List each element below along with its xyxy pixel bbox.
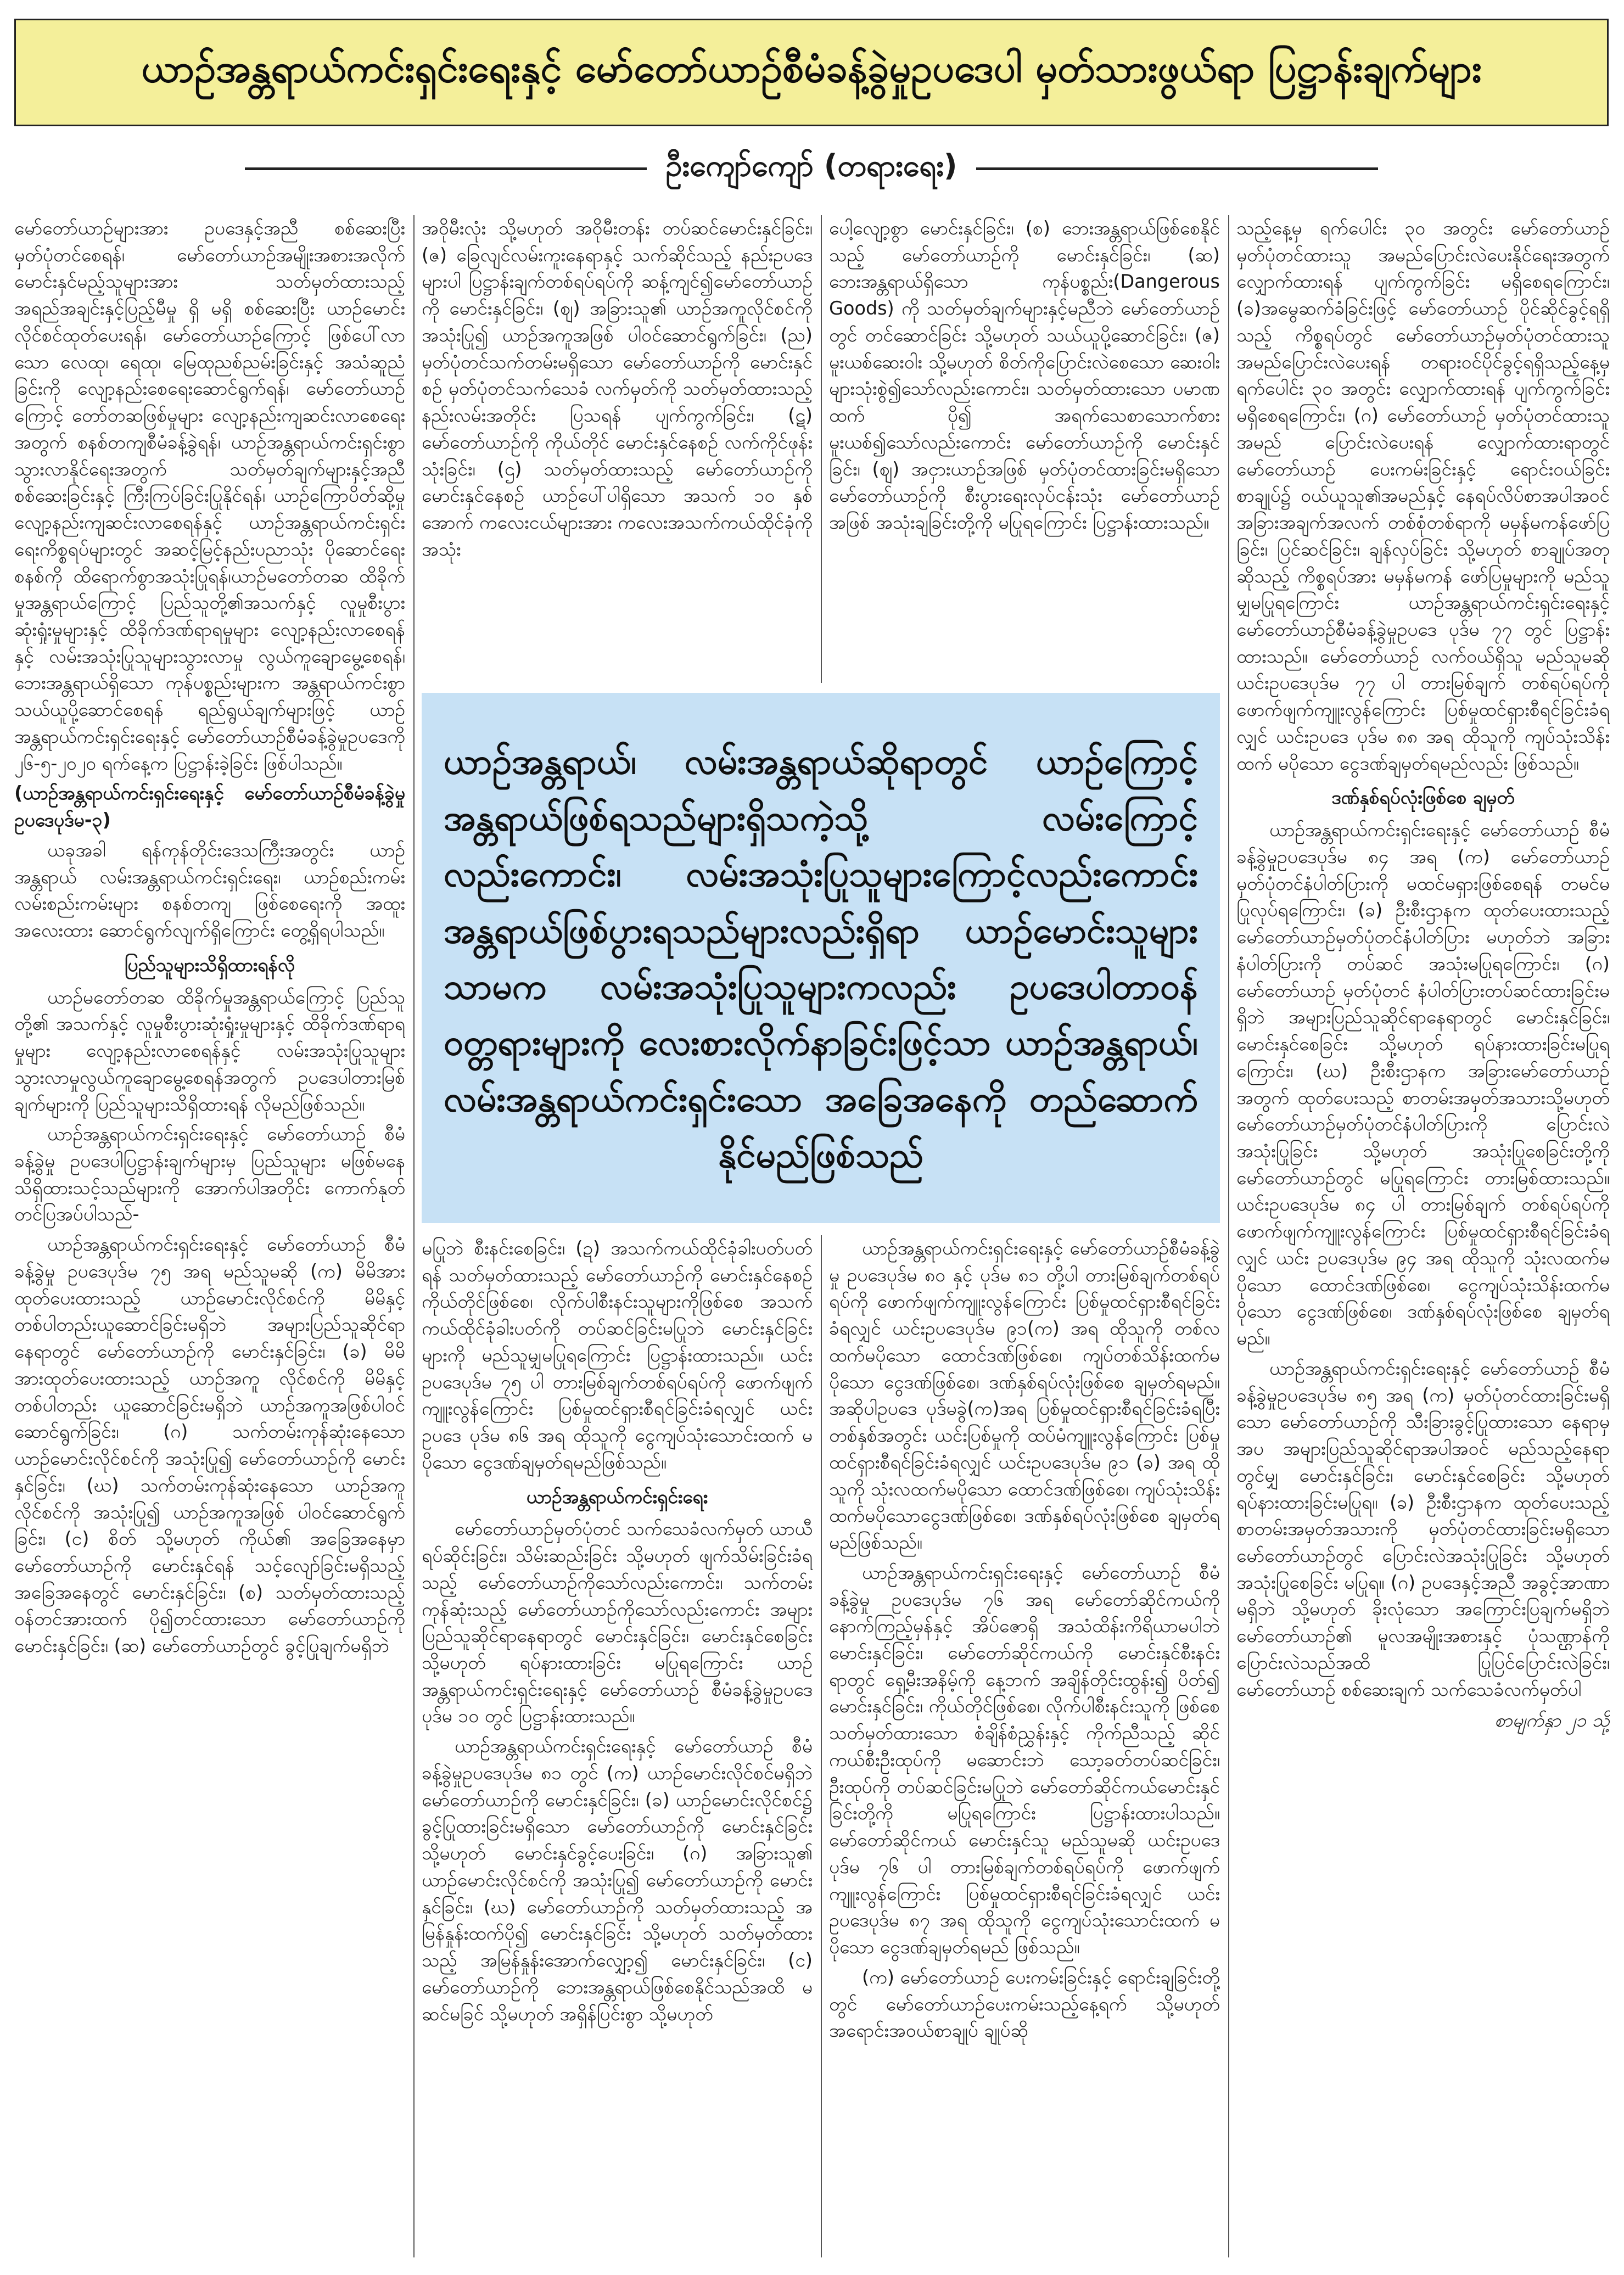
subheading: ယာဉ်အန္တရာယ်ကင်းရှင်းရေး	[526, 1486, 708, 1508]
column-rule	[1228, 215, 1229, 2257]
byline-rule-right	[976, 167, 1378, 170]
paragraph: ယာဉ်အန္တရာယ်ကင်းရှင်းရေးနှင့် မော်တော်ယာဉ် စီမံခန့်ခွဲမှုဥပဒေပုဒ်မ ၈၁ တွင် (က) ယာဉ်မောင်းလိုင်စင်မရှိဘဲ မော်တော်ယာဉ်ကို မောင်းနှင်ခြင်း၊ (ခ) ယာဉ်မောင်းလိုင်စင်၌ ခွင့်ပြုထားခြင်းမရှိသော မော်တော်ယာဉ်ကို မောင်းနှင်ခြင်း သို့မဟုတ် မောင်းနှင်ခွင့်ပေးခြင်း၊ (ဂ) အခြားသူ၏ ယာဉ်မောင်းလိုင်စင်ကို အသုံးပြု၍ မော်တော်ယာဉ်ကို မောင်းနှင်ခြင်း၊ (ဃ) မော်တော်ယာဉ်ကို သတ်မှတ်ထားသည့် အမြန်နှုန်းထက်ပို၍ မောင်းနှင်ခြင်း သို့မဟုတ် သတ်မှတ်ထားသည့် အမြန်နှုန်းအောက်လျှော့၍ မောင်းနှင်ခြင်း၊ (င) မော်တော်ယာဉ်ကို ဘေးအန္တရာယ်ဖြစ်စေနိုင်သည်အထိ မဆင်မခြင် သို့မဟုတ် အရှိန်ပြင်းစွာ သို့မဟုတ်	[422, 1735, 813, 2025]
article-column-2-top	[422, 215, 813, 683]
article-column-3-top	[829, 215, 1220, 683]
paragraph: ယခုအခါ ရန်ကုန်တိုင်းဒေသကြီးအတွင်း ယာဉ်အန္တရာယ် လမ်းအန္တရာယ်ကင်းရှင်းရေး၊ ယာဉ်စည်းကမ်း လမ်းစည်းကမ်းများ စနစ်တကျ ဖြစ်စေရေးကို အထူးအလေးထား ဆောင်ရွက်လျက်ရှိကြောင်း တွေ့ရှိရပါသည်။	[14, 839, 405, 942]
subheading: ဒဏ်နှစ်ရပ်လုံးဖြစ်စေ ချမှတ်	[1331, 787, 1515, 809]
article-column-1	[14, 215, 405, 2257]
article-column-2-bottom	[422, 1235, 813, 2257]
column-rule	[413, 215, 415, 2257]
paragraph: မော်တော်ယာဉ်များအား ဥပဒေနှင့်အညီ စစ်ဆေးပြီး မှတ်ပုံတင်စေရန်၊ မော်တော်ယာဉ်အမျိုးအစားအလိုက် မောင်းနှင်မည့်သူများအား သတ်မှတ်ထားသည့် အရည်အချင်းနှင့်ပြည့်မီမှု ရှိ မရှိ စစ်ဆေးပြီး ယာဉ်မောင်းလိုင်စင်ထုတ်ပေးရန်၊ မော်တော်ယာဉ်ကြောင့် ဖြစ်ပေါ်လာသော လေထု၊ ရေထု၊ မြေထုညစ်ညမ်းခြင်းနှင့် အသံဆူညံခြင်းကို လျော့နည်းစေရေးဆောင်ရွက်ရန်၊ မော်တော်ယာဉ်ကြောင့် တော်တဆဖြစ်မှုများ လျော့နည်းကျဆင်းလာစေရေးအတွက် စနစ်တကျစီမံခန့်ခွဲရန်၊ ယာဉ်အန္တရာယ်ကင်းရှင်းစွာ သွားလာနိုင်ရေးအတွက် သတ်မှတ်ချက်များနှင့်အညီ စစ်ဆေးခြင်းနှင့် ကြီးကြပ်ခြင်းပြုနိုင်ရန်၊ ယာဉ်ကြောပိတ်ဆို့မှု လျော့နည်းကျဆင်းလာစေရန်နှင့် ယာဉ်အန္တရာယ်ကင်းရှင်းရေးကိစ္စရပ်များတွင် အဆင့်မြင့်နည်းပညာသုံး ပိုဆောင်ရေးစနစ်ကို ထိရောက်စွာအသုံးပြုရန်၊ယာဉ်မတော်တဆ ထိခိုက်မှုအန္တရာယ်ကြောင့် ပြည်သူတို့၏အသက်နှင့် လူမှုစီးပွားဆုံးရှုံးမှုများနှင့် ထိခိုက်ဒဏ်ရာရမှုများ လျော့နည်းလာစေရန်နှင့် လမ်းအသုံးပြုသူများသွားလာမှု လွယ်ကူချောမွေ့စေရန်၊ ဘေးအန္တရာယ်ရှိသော ကုန်ပစ္စည်းများက အန္တရာယ်ကင်းစွာ သယ်ယူပို့ဆောင်စေရန် ရည်ရွယ်ချက်များဖြင့် ယာဉ်အန္တရာယ်ကင်းရှင်းရေးနှင့် မော်တော်ယာဉ်စီမံခန့်ခွဲမှုဥပဒေကို ၂၆-၅-၂၀၂၀ ရက်နေ့က ပြဋ္ဌာန်းခဲ့ခြင်း ဖြစ်ပါသည်။	[14, 217, 405, 774]
paragraph: ယာဉ်အန္တရာယ်ကင်းရှင်းရေးနှင့် မော်တော်ယာဉ် စီမံခန့်ခွဲမှုဥပဒေပုဒ်မ ၈၅ အရ (က) မှတ်ပုံတင်ထားခြင်းမရှိသော မော်တော်ယာဉ်ကို သီးခြားခွင့်ပြုထားသော နေရာမှအပ အများပြည်သူဆိုင်ရာအပါအဝင် မည်သည့်နေရာတွင်မျှ မောင်းနှင်ခြင်း၊ မောင်းနှင်စေခြင်း သို့မဟုတ် ရပ်နားထားခြင်းမပြုရ။ (ခ) ဦးစီးဌာနက ထုတ်ပေးသည့်စာတမ်းအမှတ်အသားကို မှတ်ပုံတင်ထားခြင်းမရှိသော မော်တော်ယာဉ်တွင် ပြောင်းလဲအသုံးပြုခြင်း သို့မဟုတ် အသုံးပြုစေခြင်း မပြုရ။ (ဂ) ဥပဒေနှင့်အညီ အခွင့်အာဏာမရှိဘဲ သို့မဟုတ် ခိုးလုံသော အကြောင်းပြချက်မရှိဘဲ မော်တော်ယာဉ်၏ မူလအမျိုးအစားနှင့် ပုံသဏ္ဌာန်ကိုပြောင်းလဲသည်အထိ ပြုပြင်ပြောင်းလဲခြင်း၊ မော်တော်ယာဉ် စစ်ဆေးချက် သက်သေခံလက်မှတ်ပါ	[1236, 1357, 1610, 1700]
title-banner	[14, 19, 1609, 126]
paragraph: အဝိုမီးလုံး သို့မဟုတ် အဝိုမီးတန်း တပ်ဆင်မောင်းနှင်ခြင်း၊ (ဇ) ခြေလျင်လမ်းကူးနေရာနှင့် သက်ဆိုင်သည့် နည်းဥပဒေများပါ ပြဋ္ဌာန်းချက်တစ်ရပ်ရပ်ကို ဆန့်ကျင်၍မော်တော်ယာဉ်ကို မောင်းနှင်ခြင်း၊ (ဈ) အခြားသူ၏ ယာဉ်အကူလိုင်စင်ကို အသုံးပြု၍ ယာဉ်အကူအဖြစ် ပါဝင်ဆောင်ရွက်ခြင်း၊ (ည) မှတ်ပုံတင်သက်တမ်းမရှိသော မော်တော်ယာဉ်ကို မောင်းနှင်စဉ် မှတ်ပုံတင်သက်သေခံ လက်မှတ်ကို သတ်မှတ်ထားသည့် နည်းလမ်းအတိုင်း ပြသရန် ပျက်ကွက်ခြင်း၊ (ဋ) မော်တော်ယာဉ်ကို ကိုယ်တိုင် မောင်းနှင်နေစဉ် လက်ကိုင်ဖုန်းသုံးခြင်း၊ (ဌ) သတ်မှတ်ထားသည့် မော်တော်ယာဉ်ကို မောင်းနှင်နေစဉ် ယာဉ်ပေါ်ပါရှိသော အသက် ၁၀ နှစ်အောက် ကလေးငယ်များအား ကလေးအသက်ကယ်ထိုင်ခုံကို အသုံး	[422, 217, 813, 560]
byline-row	[14, 144, 1609, 193]
paragraph: ယာဉ်အန္တရာယ်ကင်းရှင်းရေးနှင့် မော်တော်ယာဉ် စီမံခန့်ခွဲမှု ဥပဒေပုဒ်မ ၇၅ အရ မည်သူမဆို (က) မိမိအား ထုတ်ပေးထားသည့် ယာဉ်မောင်းလိုင်စင်ကို မိမိနှင့် တစ်ပါတည်းယူဆောင်ခြင်းမရှိဘဲ အများပြည်သူဆိုင်ရာနေရာတွင် မော်တော်ယာဉ်ကို မောင်းနှင်ခြင်း၊ (ခ) မိမိအားထုတ်ပေးထားသည့် ယာဉ်အကူ လိုင်စင်ကို မိမိနှင့်တစ်ပါတည်း ယူဆောင်ခြင်းမရှိဘဲ ယာဉ်အကူအဖြစ်ပါဝင်ဆောင်ရွက်ခြင်း၊ (ဂ) သက်တမ်းကုန်ဆုံးနေသော ယာဉ်မောင်းလိုင်စင်ကို အသုံးပြု၍ မော်တော်ယာဉ်ကို မောင်းနှင်ခြင်း၊ (ဃ) သက်တမ်းကုန်ဆုံးနေသော ယာဉ်အကူလိုင်စင်ကို အသုံးပြု၍ ယာဉ်အကူအဖြစ် ပါဝင်ဆောင်ရွက်ခြင်း၊ (င) စိတ် သို့မဟုတ် ကိုယ်၏ အခြေအနေမှာ မော်တော်ယာဉ်ကို မောင်းနှင်ရန် သင့်လျော်ခြင်းမရှိသည့် အခြေအနေတွင် မောင်းနှင်ခြင်း၊ (စ) သတ်မှတ်ထားသည့် ဝန်တင်အားထက် ပို၍တင်ထားသော မော်တော်ယာဉ်ကို မောင်းနှင်ခြင်း၊ (ဆ) မော်တော်ယာဉ်တွင် ခွင့်ပြုချက်မရှိဘဲ	[14, 1234, 405, 1657]
paragraph: သည့်နေ့မှ ရက်ပေါင်း ၃၀ အတွင်း မော်တော်ယာဉ် မှတ်ပုံတင်ထားသူ အမည်ပြောင်းလဲပေးနိုင်ရေးအတွက် လျှောက်ထားရန် ပျက်ကွက်ခြင်း မရှိစေရကြောင်း၊ (ခ)အမွေဆက်ခံခြင်းဖြင့် မော်တော်ယာဉ် ပိုင်ဆိုင်ခွင့်ရရှိသည့် ကိစ္စရပ်တွင် မော်တော်ယာဉ်မှတ်ပုံတင်ထားသူ အမည်ပြောင်းလဲပေးရန် တရားဝင်ပိုင်ခွင့်ရရှိသည့်နေ့မှ ရက်ပေါင်း ၃၀ အတွင်း လျှောက်ထားရန် ပျက်ကွက်ခြင်းမရှိစေရကြောင်း၊ (ဂ) မော်တော်ယာဉ် မှတ်ပုံတင်ထားသူ အမည် ပြောင်းလဲပေးရန် လျှောက်ထားရာတွင် မော်တော်ယာဉ် ပေးကမ်းခြင်းနှင့် ရောင်းဝယ်ခြင်း စာချုပ်၌ ဝယ်ယူသူ၏အမည်နှင့် နေရပ်လိပ်စာအပါအဝင် အခြားအချက်အလက် တစ်စုံတစ်ရာကို မမှန်မကန်ဖော်ပြခြင်း၊ ပြင်ဆင်ခြင်း၊ ချန်လှပ်ခြင်း သို့မဟုတ် စာချုပ်အတုဆိုသည့် ကိစ္စရပ်အား မမှန်မကန် ဖော်ပြမှုများကို မည်သူမျှမပြုရကြောင်း ယာဉ်အန္တရာယ်ကင်းရှင်းရေးနှင့် မော်တော်ယာဉ်စီမံခန့်ခွဲမှုဥပဒေ ပုဒ်မ ၇၇ တွင် ပြဋ္ဌာန်းထားသည်။ မော်တော်ယာဉ် လက်ဝယ်ရှိသူ မည်သူမဆို ယင်းဥပဒေပုဒ်မ ၇၇ ပါ တားမြစ်ချက် တစ်ရပ်ရပ်ကို ဖောက်ဖျက်ကျူးလွန်ကြောင်း ပြစ်မှုထင်ရှားစီရင်ခြင်းခံရလျှင် ယင်းဥပဒေ ပုဒ်မ ၈၈ အရ ထိုသူကို ကျပ်သုံးသိန်းထက် မပိုသော ငွေဒဏ်ချမှတ်ရမည်လည်း ဖြစ်သည်။	[1236, 217, 1610, 774]
paragraph: ယာဉ်အန္တရာယ်ကင်းရှင်းရေးနှင့် မော်တော်ယာဉ်စီမံခန့်ခွဲမှု ဥပဒေပုဒ်မ ၈၀ နှင့် ပုဒ်မ ၈၁ တို့ပါ တားမြစ်ချက်တစ်ရပ်ရပ်ကို ဖောက်ဖျက်ကျူးလွန်ကြောင်း ပြစ်မှုထင်ရှားစီရင်ခြင်းခံရလျှင် ယင်းဥပဒေပုဒ်မ ၉၁(က) အရ ထိုသူကို တစ်လထက်မပိုသော ထောင်ဒဏ်ဖြစ်စေ၊ ကျပ်တစ်သိန်းထက်မပိုသော ငွေဒဏ်ဖြစ်စေ၊ ဒဏ်နှစ်ရပ်လုံးဖြစ်စေ ချမှတ်ရမည်။ အဆိုပါဥပဒေ ပုဒ်မခွဲ(က)အရ ပြစ်မှုထင်ရှားစီရင်ခြင်းခံရပြီး တစ်နှစ်အတွင်း ယင်းပြစ်မှုကို ထပ်မံကျူးလွန်ကြောင်း ပြစ်မှုထင်ရှားစီရင်ခြင်းခံရလျှင် ယင်းဥပဒေပုဒ်မ ၉၁ (ခ) အရ ထိုသူကို သုံးလထက်မပိုသော ထောင်ဒဏ်ဖြစ်စေ၊ ကျပ်သုံးသိန်းထက်မပိုသောငွေဒဏ်ဖြစ်စေ၊ ဒဏ်နှစ်ရပ်လုံးဖြစ်စေ ချမှတ်ရမည်ဖြစ်သည်။	[829, 1237, 1220, 1554]
paragraph: ယာဉ်အန္တရာယ်ကင်းရှင်းရေးနှင့် မော်တော်ယာဉ် စီမံခန့်ခွဲမှုဥပဒေပုဒ်မ ၈၄ အရ (က) မော်တော်ယာဉ် မှတ်ပုံတင်နံပါတ်ပြားကို မထင်မရှားဖြစ်စေရန် တမင်မပြုလုပ်ရကြောင်း၊ (ခ) ဦးစီးဌာနက ထုတ်ပေးထားသည့် မော်တော်ယာဉ်မှတ်ပုံတင်နံပါတ်ပြား မဟုတ်ဘဲ အခြားနံပါတ်ပြားကို တပ်ဆင် အသုံးမပြုရကြောင်း၊ (ဂ) မော်တော်ယာဉ် မှတ်ပုံတင် နံပါတ်ပြားတပ်ဆင်ထားခြင်းမရှိဘဲ အများပြည်သူဆိုင်ရာနေရာတွင် မောင်းနှင်ခြင်း၊ မောင်းနှင်စေခြင်း သို့မဟုတ် ရပ်နားထားခြင်းမပြုရကြောင်း၊ (ဃ) ဦးစီးဌာနက အခြားမော်တော်ယာဉ်အတွက် ထုတ်ပေးသည့် စာတမ်းအမှတ်အသားသို့မဟုတ် မော်တော်ယာဉ်မှတ်ပုံတင်နံပါတ်ပြားကို ပြောင်းလဲအသုံးပြုခြင်း သို့မဟုတ် အသုံးပြုစေခြင်းတို့ကို မော်တော်ယာဉ်တွင် မပြုရကြောင်း တားမြစ်ထားသည်။ ယင်းဥပဒေပုဒ်မ ၈၄ ပါ တားမြစ်ချက် တစ်ရပ်ရပ်ကို ဖောက်ဖျက်ကျူးလွန်ကြောင်း ပြစ်မှုထင်ရှားစီရင်ခြင်းခံရလျှင် ယင်း ဥပဒေပုဒ်မ ၉၄ အရ ထိုသူကို သုံးလထက်မပိုသော ထောင်ဒဏ်ဖြစ်စေ၊ ငွေကျပ်သုံးသိန်းထက်မပိုသော ငွေဒဏ်ဖြစ်စေ၊ ဒဏ်နှစ်ရပ်လုံးဖြစ်စေ ချမှတ်ရမည်။	[1236, 819, 1610, 1349]
paragraph: ယာဉ်အန္တရာယ်ကင်းရှင်းရေးနှင့် မော်တော်ယာဉ် စီမံခန့်ခွဲမှု ဥပဒေပုဒ်မ ၇၆ အရ မော်တော်ဆိုင်ကယ်ကို နောက်ကြည့်မှန်နှင့် အိပ်ဇောရှိ အသံထိန်းကိရိယာမပါဘဲ မောင်းနှင်ခြင်း၊ မော်တော်ဆိုင်ကယ်ကို မောင်းနှင်စီးနင်းရာတွင် ရှေ့မီးအနိမ့်ကို နေ့ဘက် အချိန်တိုင်းထွန်း၍ ပိတ်၍ မောင်းနှင်ခြင်း၊ ကိုယ်တိုင်ဖြစ်စေ၊ လိုက်ပါစီးနင်းသူကို ဖြစ်စေ သတ်မှတ်ထားသော စံချိန်စံညွှန်းနှင့် ကိုက်ညီသည့် ဆိုင်ကယ်စီးဦးထုပ်ကို မဆောင်းဘဲ သော့ခတ်တပ်ဆင်ခြင်း၊ ဦးထုပ်ကို တပ်ဆင်ခြင်းမပြုဘဲ မော်တော်ဆိုင်ကယ်မောင်းနှင်ခြင်းတို့ကို မပြုရကြောင်း ပြဋ္ဌာန်းထားပါသည်။ မော်တော်ဆိုင်ကယ် မောင်းနှင်သူ မည်သူမဆို ယင်းဥပဒေ ပုဒ်မ ၇၆ ပါ တားမြစ်ချက်တစ်ရပ်ရပ်ကို ဖောက်ဖျက်ကျူးလွန်ကြောင်း ပြစ်မှုထင်ရှားစီရင်ခြင်းခံရလျှင် ယင်းဥပဒေပုဒ်မ ၈၇ အရ ထိုသူကို ငွေကျပ်သုံးသောင်းထက် မပိုသော ငွေဒဏ်ချမှတ်ရမည် ဖြစ်သည်။	[829, 1561, 1220, 1958]
subheading: ပြည်သူများသိရှိထားရန်လို	[124, 954, 295, 976]
paragraph: ပေါ့လျော့စွာ မောင်းနှင်ခြင်း၊ (စ) ဘေးအန္တရာယ်ဖြစ်စေနိုင်သည့် မော်တော်ယာဉ်ကို မောင်းနှင်ခြင်း၊ (ဆ) ဘေးအန္တရာယ်ရှိသော ကုန်ပစ္စည်း(Dangerous Goods) ကို သတ်မှတ်ချက်များနှင့်မညီဘဲ မော်တော်ယာဉ်တွင် တင်ဆောင်ခြင်း သို့မဟုတ် သယ်ယူပို့ဆောင်ခြင်း၊ (ဇ) မူးယစ်ဆေးဝါး သို့မဟုတ် စိတ်ကိုပြောင်းလဲစေသော ဆေးဝါးများသုံးစွဲ၍သော်လည်းကောင်း၊ သတ်မှတ်ထားသော ပမာဏထက် ပို၍ အရက်သေစာသောက်စားမူးယစ်၍သော်လည်းကောင်း မော်တော်ယာဉ်ကို မောင်းနှင်ခြင်း၊ (ဈ) အငှားယာဉ်အဖြစ် မှတ်ပုံတင်ထားခြင်းမရှိသော မော်တော်ယာဉ်ကို စီးပွားရေးလုပ်ငန်းသုံး မော်တော်ယာဉ်အဖြစ် အသုံးချခြင်းတို့ကို မပြုရကြောင်း ပြဋ္ဌာန်းထားသည်။	[829, 217, 1220, 534]
paragraph: မော်တော်ယာဉ်မှတ်ပုံတင် သက်သေခံလက်မှတ် ယာယီရပ်ဆိုင်းခြင်း၊ သိမ်းဆည်းခြင်း သို့မဟုတ် ဖျက်သိမ်းခြင်းခံရသည့် မော်တော်ယာဉ်ကိုသော်လည်းကောင်း၊ သက်တမ်းကုန်ဆုံးသည့် မော်တော်ယာဉ်ကိုသော်လည်းကောင်း အများပြည်သူဆိုင်ရာနေရာတွင် မောင်းနှင်ခြင်း၊ မောင်းနှင်စေခြင်း သို့မဟုတ် ရပ်နားထားခြင်း မပြုရကြောင်း ယာဉ်အန္တရာယ်ကင်းရှင်းရေးနှင့် မော်တော်ယာဉ် စီမံခန့်ခွဲမှုဥပဒေ ပုဒ်မ ၁၀ တွင် ပြဋ္ဌာန်းထားသည်။	[422, 1518, 813, 1727]
column-rule	[821, 215, 822, 683]
article-title: ယာဉ်အန္တရာယ်ကင်းရှင်းရေးနှင့် မော်တော်ယာဉ်စီမံခန့်ခွဲမှုဥပဒေပါ မှတ်သားဖွယ်ရာ ပြဋ္ဌာန်းချက်များ	[141, 46, 1482, 91]
article-column-3-bottom	[829, 1235, 1220, 2257]
column-rule	[821, 1235, 822, 2257]
author-byline: ဦးကျော်ကျော် (တရားရေး)	[665, 148, 957, 183]
pull-quote-text: ယာဉ်အန္တရာယ်၊ လမ်းအန္တရာယ်ဆိုရာတွင် ယာဉ်ကြောင့်အန္တရာယ်ဖြစ်ရသည်များရှိသကဲ့သို့ လမ်းကြောင့်လည်းကောင်း၊ လမ်းအသုံးပြုသူများကြောင့်လည်းကောင်း အန္တရာယ်ဖြစ်ပွားရသည်များလည်းရှိရာ ယာဉ်မောင်းသူများသာမက လမ်းအသုံးပြုသူများကလည်း ဥပဒေပါတာဝန်ဝတ္တရားများကို လေးစားလိုက်နာခြင်းဖြင့်သာ ယာဉ်အန္တရာယ်၊ လမ်းအန္တရာယ်ကင်းရှင်းသော အခြေအနေကို တည်ဆောက်နိုင်မည်ဖြစ်သည်	[444, 742, 1198, 1176]
citation: (ယာဉ်အန္တရာယ်ကင်းရှင်းရေးနှင့် မော်တော်ယာဉ်စီမံခန့်ခွဲမှုဥပဒေပုဒ်မ-၃)	[14, 782, 405, 831]
article-column-4	[1236, 215, 1610, 2257]
pull-quote-box	[422, 693, 1220, 1223]
paragraph: မပြုဘဲ စီးနင်းစေခြင်း၊ (ဍ) အသက်ကယ်ထိုင်ခုံခါးပတ်ပတ်ရန် သတ်မှတ်ထားသည့် မော်တော်ယာဉ်ကို မောင်းနှင်နေစဉ် ကိုယ်တိုင်ဖြစ်စေ၊ လိုက်ပါစီးနင်းသူများကိုဖြစ်စေ အသက်ကယ်ထိုင်ခုံခါးပတ်ကို တပ်ဆင်ခြင်းမပြုဘဲ မောင်းနှင်ခြင်းများကို မည်သူမျှမပြုရကြောင်း ပြဋ္ဌာန်းထားသည်။ ယင်းဥပဒေပုဒ်မ ၇၅ ပါ တားမြစ်ချက်တစ်ရပ်ရပ်ကို ဖောက်ဖျက်ကျူးလွန်ကြောင်း ပြစ်မှုထင်ရှားစီရင်ခြင်းခံရလျှင် ယင်းဥပဒေ ပုဒ်မ ၈၆ အရ ထိုသူကို ငွေကျပ်သုံးသောင်းထက် မပိုသော ငွေဒဏ်ချမှတ်ရမည်ဖြစ်သည်။	[422, 1237, 813, 1473]
paragraph: (က) မော်တော်ယာဉ် ပေးကမ်းခြင်းနှင့် ရောင်းချခြင်းတို့တွင် မော်တော်ယာဉ်ပေးကမ်းသည့်နေ့ရက် သို့မဟုတ် အရောင်းအဝယ်စာချုပ် ချုပ်ဆို	[829, 1966, 1220, 2042]
paragraph: ယာဉ်အန္တရာယ်ကင်းရှင်းရေးနှင့် မော်တော်ယာဉ် စီမံခန့်ခွဲမှု ဥပဒေပါပြဋ္ဌာန်းချက်များမှ ပြည်သူများ မဖြစ်မနေ သိရှိထားသင့်သည်များကို အောက်ပါအတိုင်း ကောက်နုတ်တင်ပြအပ်ပါသည်-	[14, 1123, 405, 1225]
paragraph: ယာဉ်မတော်တဆ ထိခိုက်မှုအန္တရာယ်ကြောင့် ပြည်သူတို့၏ အသက်နှင့် လူမှုစီးပွားဆုံးရှုံးမှုများနှင့် ထိခိုက်ဒဏ်ရာရမှုများ လျော့နည်းလာစေရန်နှင့် လမ်းအသုံးပြုသူများ သွားလာမှုလွယ်ကူချောမွေ့စေရန်အတွက် ဥပဒေပါတားမြစ်ချက်များကို ပြည်သူများသိရှိထားရန် လိုမည်ဖြစ်သည်။	[14, 986, 405, 1115]
continued-on-page: စာမျက်နှာ ၂၁ သို့	[1494, 1710, 1610, 1732]
byline-rule-left	[245, 167, 647, 170]
